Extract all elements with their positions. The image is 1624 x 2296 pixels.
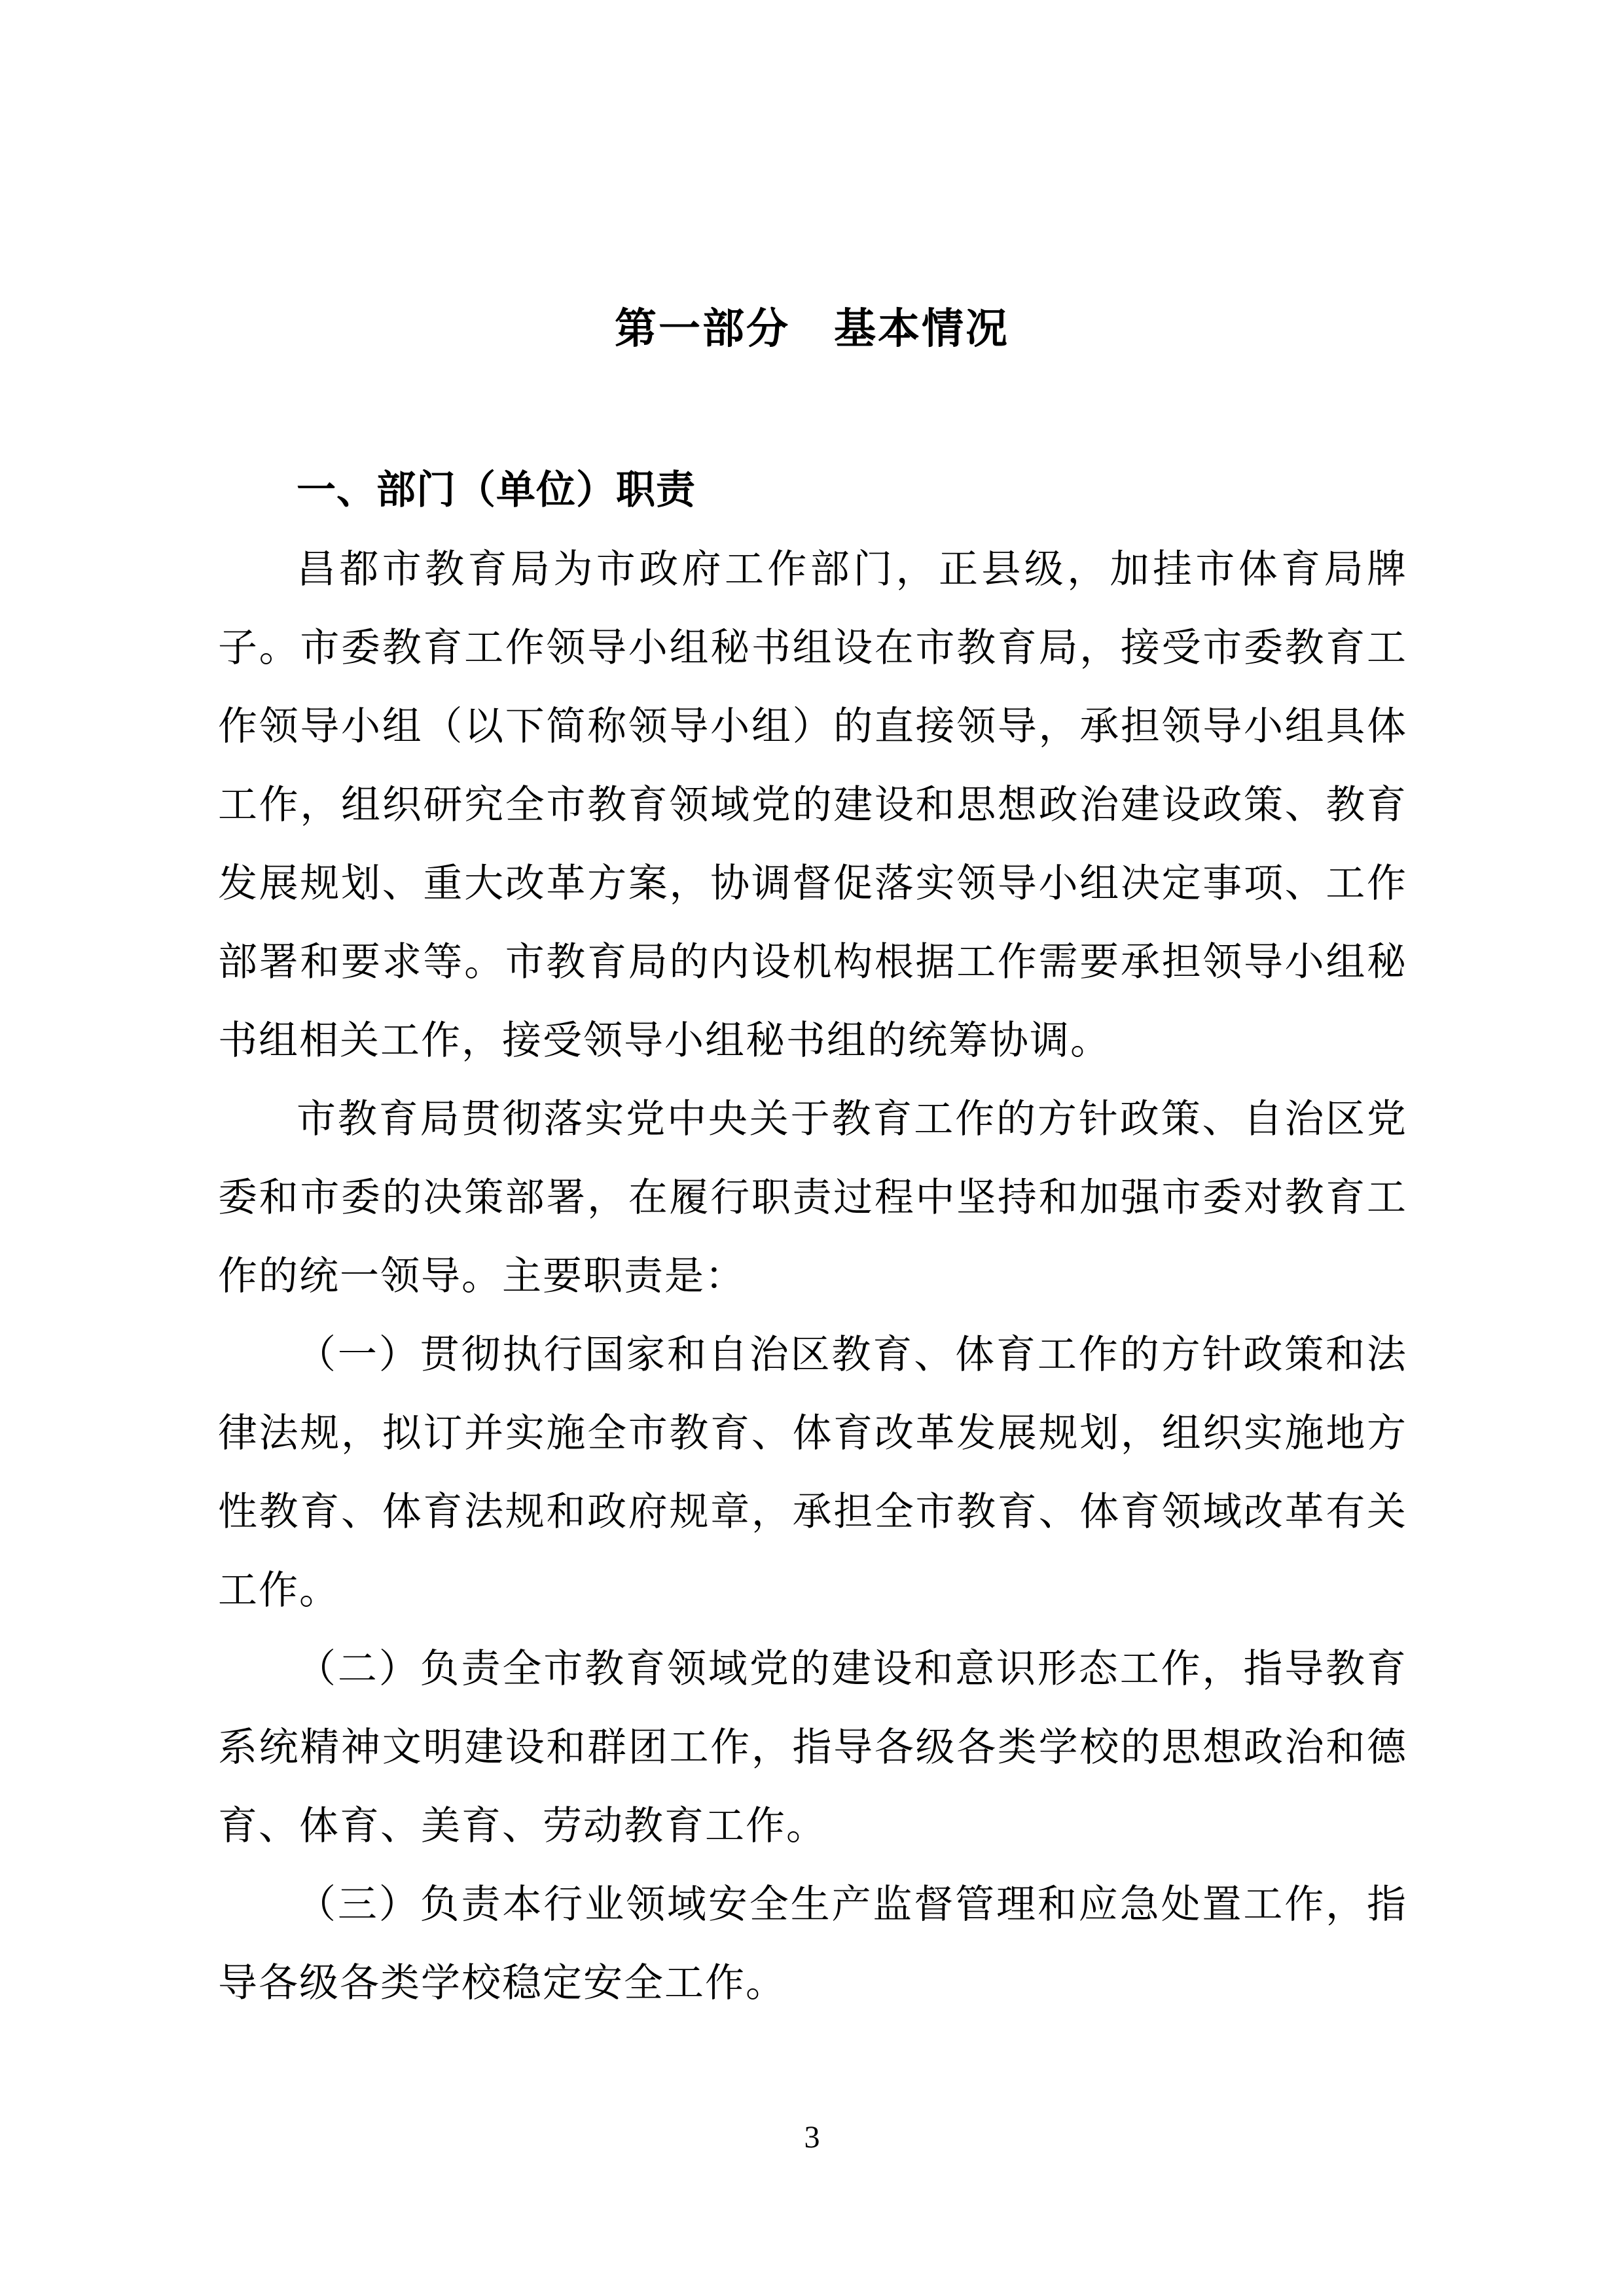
page-number: 3 (804, 2120, 820, 2155)
paragraph-duty-3: （三）负责本行业领域安全生产监督管理和应急处置工作，指导各级各类学校稳定安全工作。 (218, 1883, 1407, 2005)
section-heading: 一、部门（单位）职责 (297, 468, 696, 512)
document-body (218, 450, 1407, 2022)
paragraph-duty-2: （二）负责全市教育领域党的建设和意识形态工作，指导教育系统精神文明建设和群团工作，指导各级各类学校的思想政治和德育、体育、美育、劳动教育工作。 (218, 1647, 1407, 1848)
paragraph-department-overview: 昌都市教育局为市政府工作部门，正县级，加挂市体育局牌子。市委教育工作领导小组秘书组设在市教育局，接受市委教育工作领导小组（以下简称领导小组）的直接领导，承担领导小组具体工作，组织研究全市教育领域党的建设和思想政治建设政策、教育发展规划、重大改革方案，协调督促落实领导小组决定事项、工作部署和要求等。市教育局的内设机构根据工作需要承担领导小组秘书组相关工作，接受领导小组秘书组的统筹协调。 (218, 548, 1407, 1062)
paragraph-main-duties-intro: 市教育局贯彻落实党中央关于教育工作的方针政策、自治区党委和市委的决策部署，在履行职责过程中坚持和加强市委对教育工作的统一领导。主要职责是： (218, 1098, 1407, 1298)
paragraph-duty-1: （一）贯彻执行国家和自治区教育、体育工作的方针政策和法律法规，拟订并实施全市教育、体育改革发展规划，组织实施地方性教育、体育法规和政府规章，承担全市教育、体育领域改革有关工作。 (218, 1333, 1407, 1612)
part-title: 第一部分 基本情况 (615, 305, 1009, 352)
